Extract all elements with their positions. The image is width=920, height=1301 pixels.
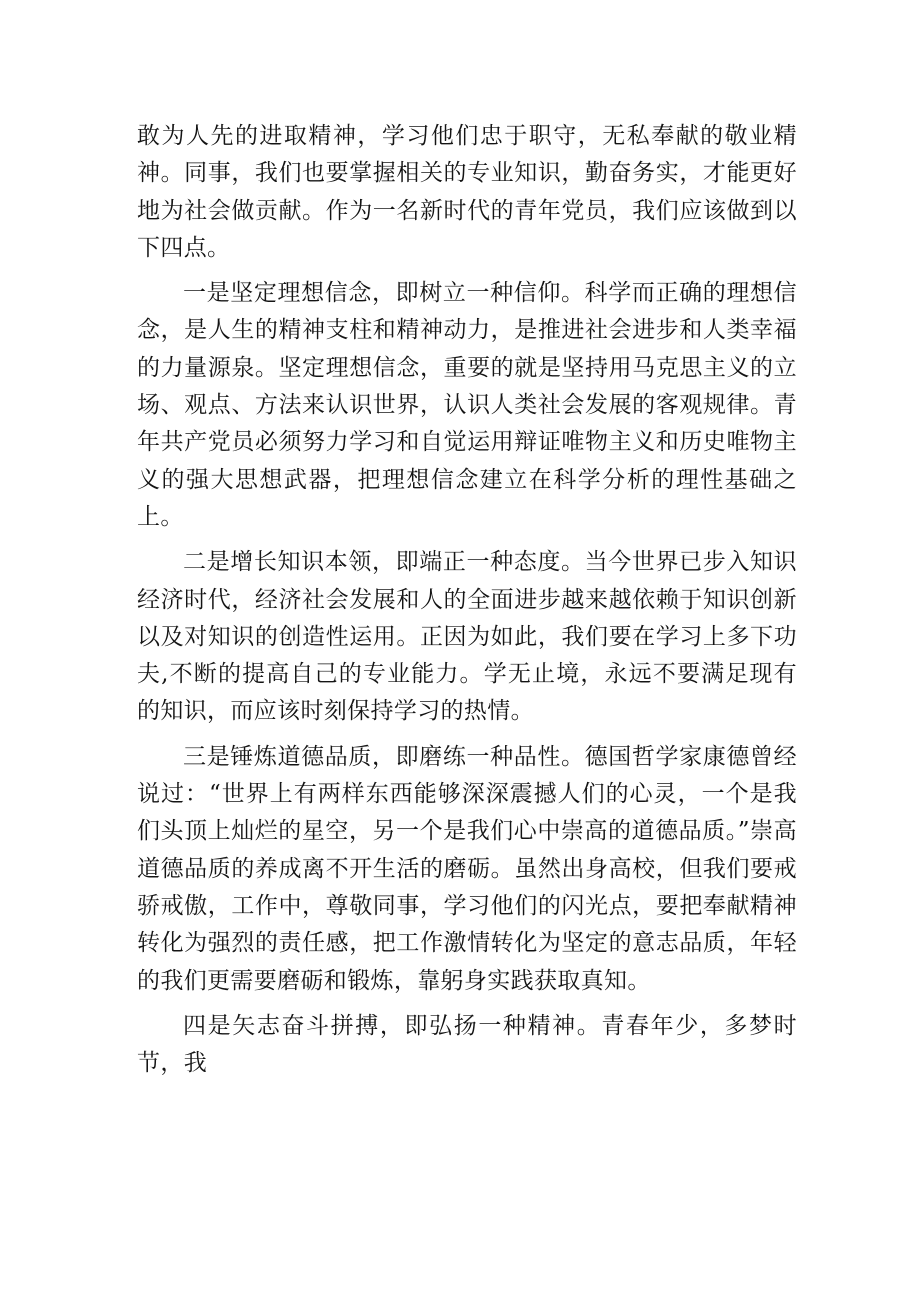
body-text xyxy=(137,118,797,1090)
paragraph-point-four: 四是矢志奋斗拼搏，即弘扬一种精神。青春年少，多梦时节，我 xyxy=(137,1012,797,1077)
paragraph-point-one: 一是坚定理想信念，即树立一种信仰。科学而正确的理想信念，是人生的精神支柱和精神动力，是推进社会进步和人类幸福的力量源泉。坚定理想信念，重要的就是坚持用马克思主义的立场、观点、方法来认识世界，认识人类社会发展的客观规律。青年共产党员必须努力学习和自觉运用辩证唯物主义和历史唯物主义的强大思想武器，把理想信念建立在科学分析的理性基础之上。 xyxy=(137,280,797,530)
paragraph-point-two: 二是增长知识本领，即端正一种态度。当今世界已步入知识经济时代，经济社会发展和人的全面进步越来越依赖于知识创新以及对知识的创造性运用。正因为如此，我们要在学习上多下功夫,不断的提高自己的专业能力。学无止境，永远不要满足现有的知识，而应该时刻保持学习的热情。 xyxy=(137,549,797,725)
paragraph-intro-continuation: 敢为人先的进取精神，学习他们忠于职守，无私奉献的敬业精神。同事，我们也要掌握相关的专业知识，勤奋务实，才能更好地为社会做贡献。作为一名新时代的青年党员，我们应该做到以下四点。 xyxy=(137,123,797,261)
paragraph-point-three: 三是锤炼道德品质，即磨练一种品性。德国哲学家康德曾经说过：“世界上有两样东西能够深深震撼人们的心灵，一个是我们头顶上灿烂的星空，另一个是我们心中崇高的道德品质。”崇高道德品质的养成离不开生活的磨砺。虽然出身高校，但我们要戒骄戒傲，工作中，尊敬同事，学习他们的闪光点，要把奉献精神转化为强烈的责任感，把工作激情转化为坚定的意志品质，年轻的我们更需要磨砺和锻炼，靠躬身实践获取真知。 xyxy=(137,743,797,994)
